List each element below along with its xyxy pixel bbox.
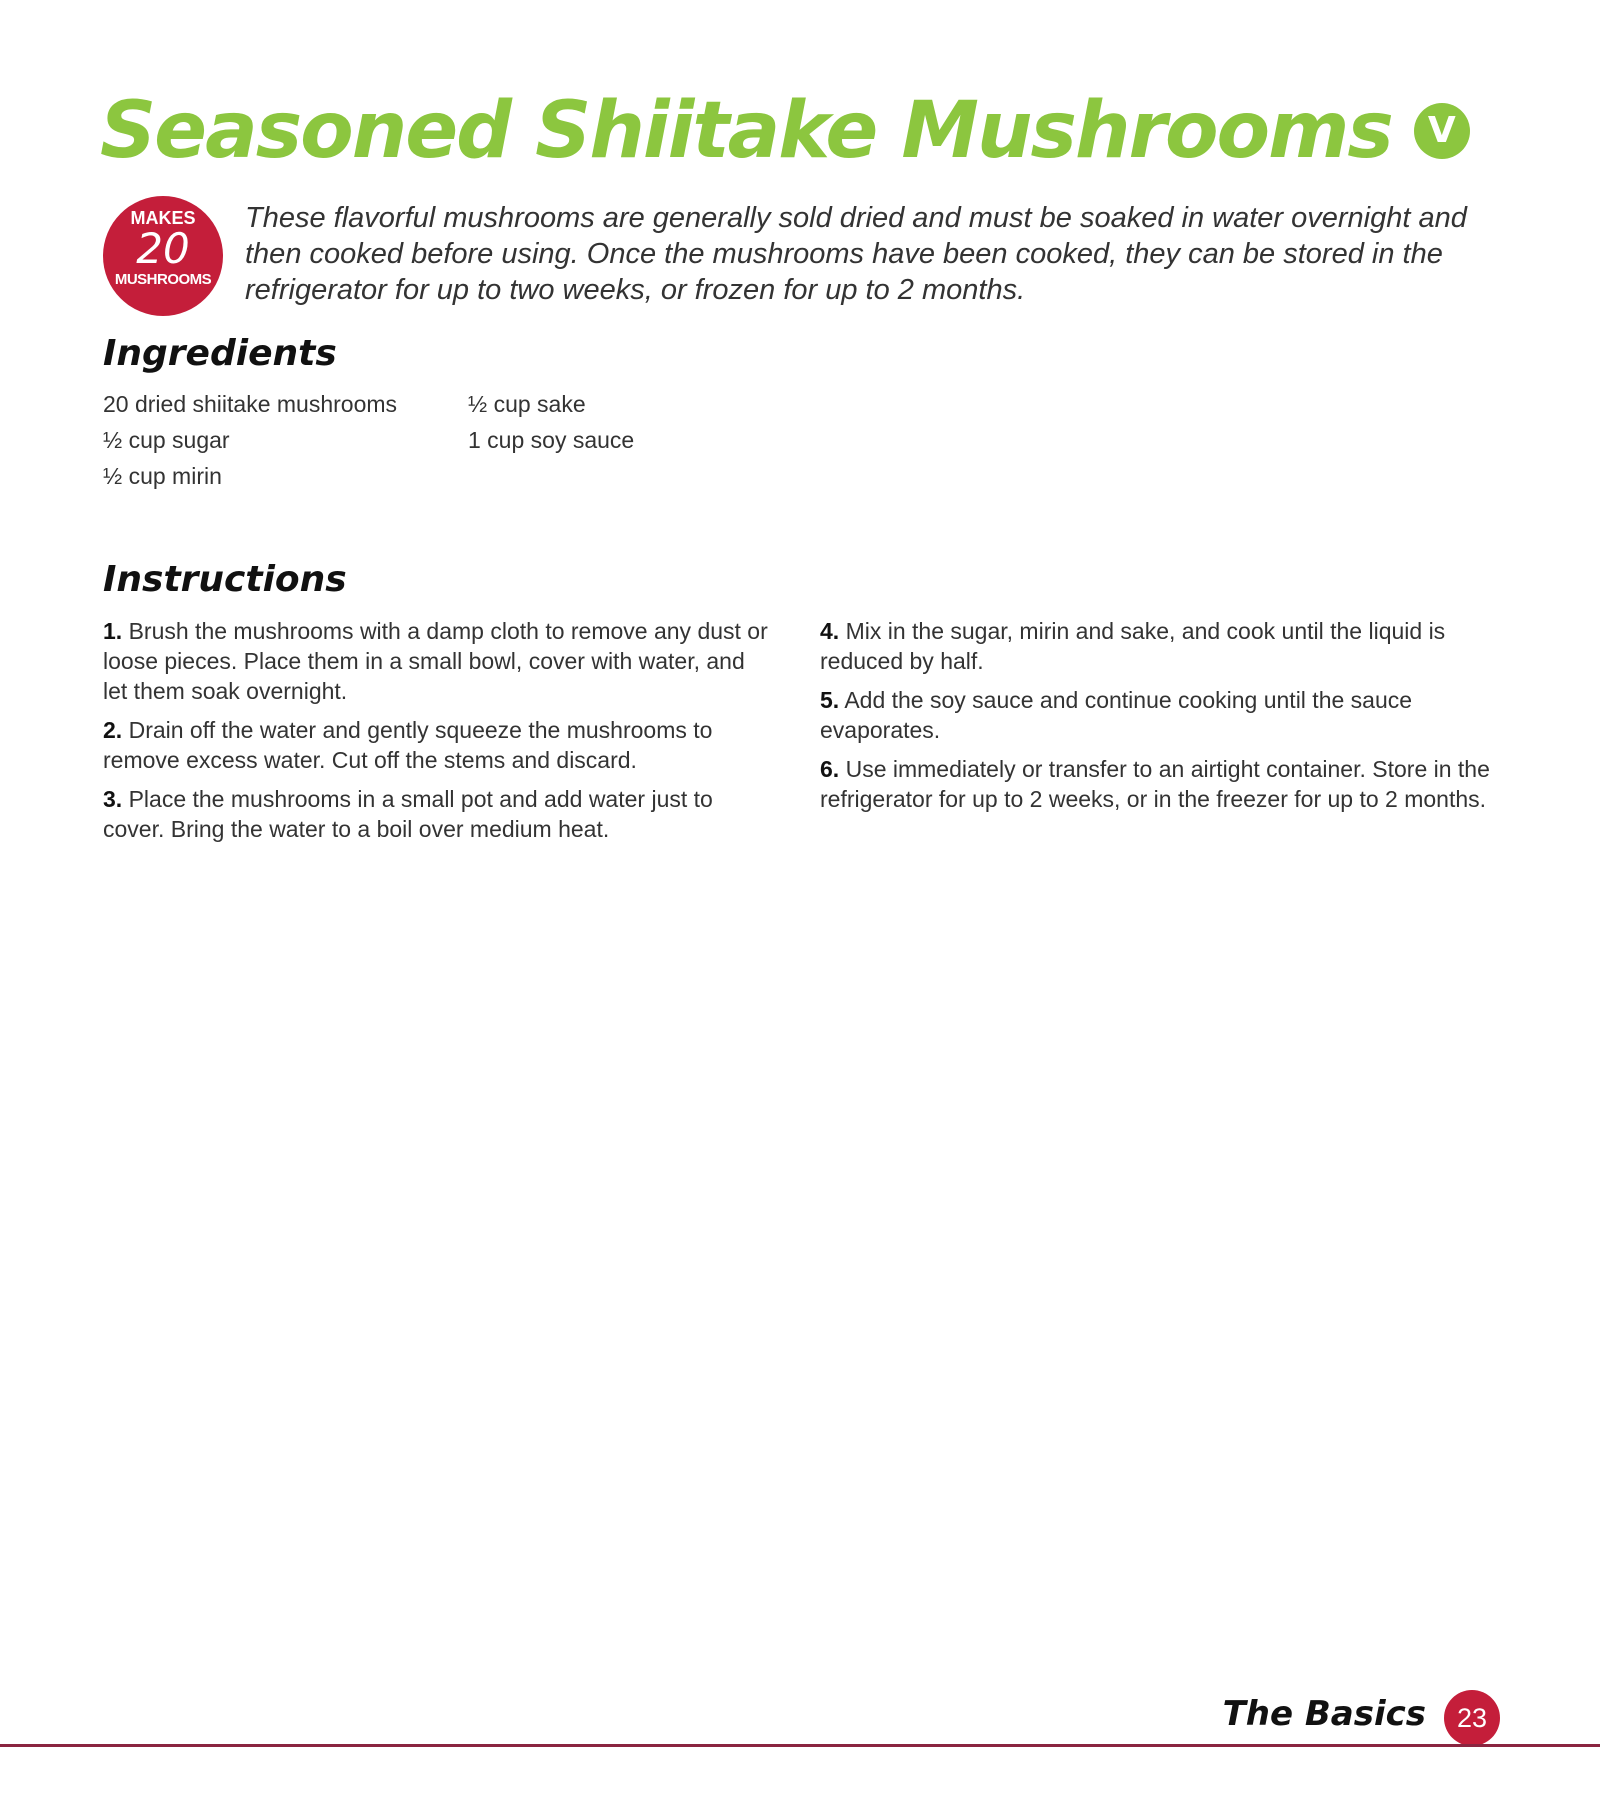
page-number: 23 <box>1444 1690 1500 1746</box>
instructions-column-right <box>820 616 1510 823</box>
step-text: Mix in the sugar, mirin and sake, and cook until the liquid is reduced by half. <box>820 618 1446 674</box>
step-text: Add the soy sauce and continue cooking until the sauce evaporates. <box>820 687 1413 743</box>
step-number: 3. <box>103 786 123 812</box>
recipe-title: Seasoned Shiitake Mushrooms <box>100 86 1392 176</box>
instructions-column-left <box>103 616 773 853</box>
instruction-step <box>820 616 1510 676</box>
step-text: Place the mushrooms in a small pot and add water just to cover. Bring the water to a boil over medium heat. <box>103 786 713 842</box>
step-text: Brush the mushrooms with a damp cloth to remove any dust or loose pieces. Place them in a small bowl, cover with water, and let them soak overnight. <box>103 618 768 704</box>
instruction-step <box>820 685 1510 745</box>
ingredients-list <box>103 386 663 494</box>
instruction-step <box>103 616 773 706</box>
ingredient-item: ½ cup mirin <box>103 463 222 489</box>
ingredient-item: 20 dried shiitake mushrooms <box>103 391 398 417</box>
vegetarian-badge-icon: V <box>1414 103 1470 159</box>
ingredient-item: ½ cup sugar <box>103 427 230 453</box>
title-row <box>100 86 1470 176</box>
makes-badge <box>103 196 223 316</box>
footer-divider <box>0 1744 1600 1747</box>
step-text: Drain off the water and gently squeeze the mushrooms to remove excess water. Cut off the stems and discard. <box>103 717 713 773</box>
instruction-step <box>103 784 773 844</box>
step-number: 1. <box>103 618 123 644</box>
makes-unit: MUSHROOMS <box>114 271 212 288</box>
ingredient-item: ½ cup sake <box>468 391 586 417</box>
ingredient-item: 1 cup soy sauce <box>468 427 635 453</box>
instruction-step <box>103 715 773 775</box>
ingredients-heading: Ingredients <box>103 333 337 374</box>
recipe-intro: These flavorful mushrooms are generally sold dried and must be soaked in water overnight and then cooked before using. Once the mushrooms have been cooked, they can be stored in the refrigerator for up to two weeks, or frozen for up to 2 months. <box>245 202 1467 306</box>
makes-quantity: 20 <box>136 224 190 273</box>
footer-section-label: The Basics <box>1222 1694 1426 1734</box>
step-number: 6. <box>820 756 840 782</box>
instruction-step <box>820 754 1510 814</box>
instructions-heading: Instructions <box>103 559 347 600</box>
makes-label: MAKES <box>130 208 196 228</box>
step-text: Use immediately or transfer to an airtight container. Store in the refrigerator for up to 2 weeks, or in the freezer for up to 2 months. <box>820 756 1490 812</box>
step-number: 2. <box>103 717 123 743</box>
step-number: 4. <box>820 618 840 644</box>
step-number: 5. <box>820 687 840 713</box>
